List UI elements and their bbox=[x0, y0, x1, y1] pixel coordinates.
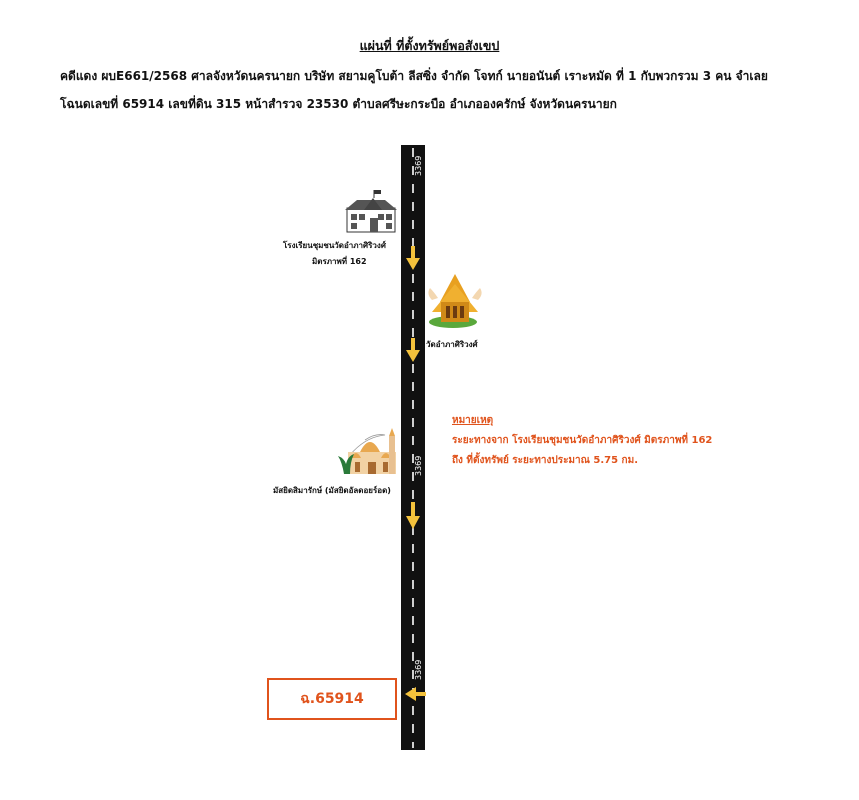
road-number-label: 3369 bbox=[414, 659, 423, 680]
temple-label: วัดอำภาศิริวงศ์ bbox=[426, 340, 478, 349]
map-title: แผ่นที่ ที่ตั้งทรัพย์พอสังเขป bbox=[359, 38, 500, 53]
case-description-line-1: คดีแดง ผบE661/2568 ศาลจังหวัดนครนายก บริษัท สยามคูโบต้า ลีสซิ่ง จำกัด โจทก์ นายอนันต์ เราะหมัด ที่ 1 กับพวกรวม 3 คน จำเลย bbox=[60, 69, 768, 83]
case-description-line-2: โฉนดเลขที่ 65914 เลขที่ดิน 315 หน้าสำรวจ 23530 ตำบลศรีษะกระบือ อำเภอองครักษ์ จังหวัดนครนายก bbox=[60, 97, 617, 111]
property-plot-box: ฉ.65914 bbox=[267, 678, 397, 720]
note-line-1: ระยะทางจาก โรงเรียนชุมชนวัดอำภาศิริวงศ์ มิตรภาพที่ 162 bbox=[452, 435, 713, 446]
school-label-line-2: มิตรภาพที่ 162 bbox=[312, 257, 367, 266]
road-number-label: 3369 bbox=[414, 155, 423, 176]
road-number-label: 3369 bbox=[414, 455, 423, 476]
note-block bbox=[452, 411, 712, 471]
note-line-2: ถึง ที่ตั้งทรัพย์ ระยะทางประมาณ 5.75 กม. bbox=[452, 455, 639, 466]
note-title: หมายเหตุ bbox=[452, 415, 494, 426]
school-icon bbox=[345, 190, 397, 232]
mosque-icon bbox=[338, 428, 396, 474]
mosque-label: มัสยิดสิมารักษ์ (มัสยิดอัลดอยร์อด) bbox=[273, 486, 391, 495]
temple-icon bbox=[428, 274, 481, 328]
school-label-line-1: โรงเรียนชุมชนวัดอำภาศิริวงศ์ bbox=[283, 241, 386, 250]
road-3369 bbox=[401, 145, 425, 750]
